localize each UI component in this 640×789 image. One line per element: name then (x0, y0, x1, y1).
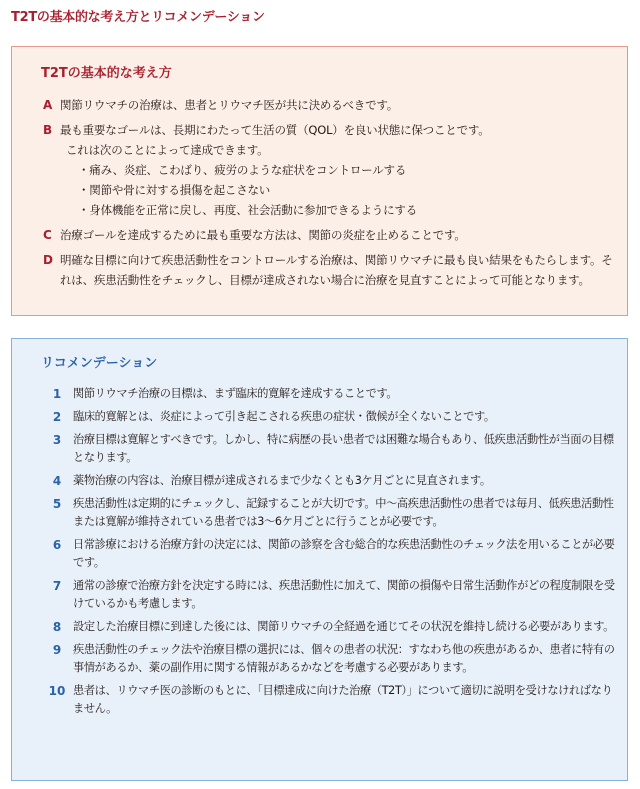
recommendation-number: 8 (52, 620, 62, 634)
recommendation-text: 通常の診療で治療方針を決定する時には、疾患活動性に加えて、関節の損傷や日常生活動作がどの程度制限を受けているかも考慮します。 (73, 579, 615, 610)
principle-sub-item: ・痛み、炎症、こわばり、疲労のような症状をコントロールする (78, 163, 407, 177)
recommendations-list (41, 385, 619, 723)
recommendation-number: 6 (52, 538, 62, 552)
principle-item-d (43, 250, 618, 290)
principle-letter: B (43, 123, 53, 137)
recommendation-text: 臨床的寛解とは、炎症によって引き起こされる疾患の症状・徴候が全くないことです。 (73, 410, 495, 423)
recommendation-number: 5 (52, 497, 62, 511)
recommendation-item (41, 495, 619, 531)
recommendation-number: 10 (48, 684, 66, 698)
recommendation-number: 7 (52, 579, 62, 593)
principle-item-a (43, 95, 618, 115)
recommendations-heading: リコメンデーション (41, 356, 158, 371)
recommendations-box (11, 338, 628, 781)
recommendation-item (41, 431, 619, 467)
recommendation-text: 疾患活動性のチェック法や治療目標の選択には、個々の患者の状況：すなわち他の疾患があるか、患者に特有の事情があるか、薬の副作用に関する情報があるかなどを考慮する必要があります。 (73, 643, 615, 674)
recommendation-item (41, 618, 619, 636)
principle-letter: A (43, 98, 53, 112)
principle-item-c (43, 225, 618, 245)
recommendation-number: 4 (52, 474, 62, 488)
recommendation-item (41, 536, 619, 572)
principle-text: 関節リウマチの治療は、患者とリウマチ医が共に決めるべきです。 (60, 98, 399, 112)
principle-text: 明確な目標に向けて疾患活動性をコントロールする治療は、関節リウマチに最も良い結果をもたらします。それは、疾患活動性をチェックし、目標が達成されない場合に治療を見直すことによって可能となります。 (60, 253, 613, 287)
recommendation-number: 9 (52, 643, 62, 657)
principles-heading: T2Tの基本的な考え方 (41, 66, 172, 81)
recommendation-item (41, 408, 619, 426)
principle-sub-item: ・関節や骨に対する損傷を起こさない (78, 183, 271, 197)
principle-sub-item: ・身体機能を正常に戻し、再度、社会活動に参加できるようにする (78, 203, 417, 217)
recommendation-number: 2 (52, 410, 62, 424)
recommendation-text: 疾患活動性は定期的にチェックし、記録することが大切です。中〜高疾患活動性の患者では毎月、低疾患活動性または寛解が維持されている患者では3〜6ケ月ごとに行うことが必要です。 (73, 497, 614, 528)
recommendation-number: 1 (52, 387, 62, 401)
recommendation-text: 設定した治療目標に到達した後には、関節リウマチの全経過を通じてその状況を維持し続ける必要があります。 (73, 620, 614, 633)
principles-list (43, 95, 618, 295)
recommendation-text: 治療目標は寛解とすべきです。しかし、特に病歴の長い患者では困難な場合もあり、低疾患活動性が当面の目標となります。 (73, 433, 614, 464)
principles-box (11, 46, 628, 316)
recommendation-number: 3 (52, 433, 62, 447)
recommendation-item (41, 577, 619, 613)
recommendation-item (41, 641, 619, 677)
recommendation-text: 日常診療における治療方針の決定には、関節の診察を含む総合的な疾患活動性のチェック法を用いることが必要です。 (73, 538, 615, 569)
principle-item-b (43, 120, 618, 220)
recommendation-item (41, 385, 619, 403)
recommendation-text: 関節リウマチ治療の目標は、まず臨床的寛解を達成することです。 (73, 387, 398, 400)
principle-letter: C (43, 228, 52, 242)
principle-sub-intro: これは次のことによって達成できます。 (66, 143, 269, 157)
recommendation-item (41, 472, 619, 490)
recommendation-text: 薬物治療の内容は、治療目標が達成されるまで少なくとも3ケ月ごとに見直されます。 (73, 474, 491, 487)
principle-letter: D (43, 253, 53, 267)
principle-text: 最も重要なゴールは、長期にわたって生活の質（QOL）を良い状態に保つことです。 (60, 123, 490, 137)
recommendation-text: 患者は、リウマチ医の診断のもとに、「目標達成に向けた治療（T2T）」について適切に説明を受けなければなりません。 (73, 684, 613, 715)
principle-text: 治療ゴールを達成するために最も重要な方法は、関節の炎症を止めることです。 (60, 228, 466, 242)
page-title: T2Tの基本的な考え方とリコメンデーション (11, 10, 265, 25)
recommendation-item (41, 682, 619, 718)
